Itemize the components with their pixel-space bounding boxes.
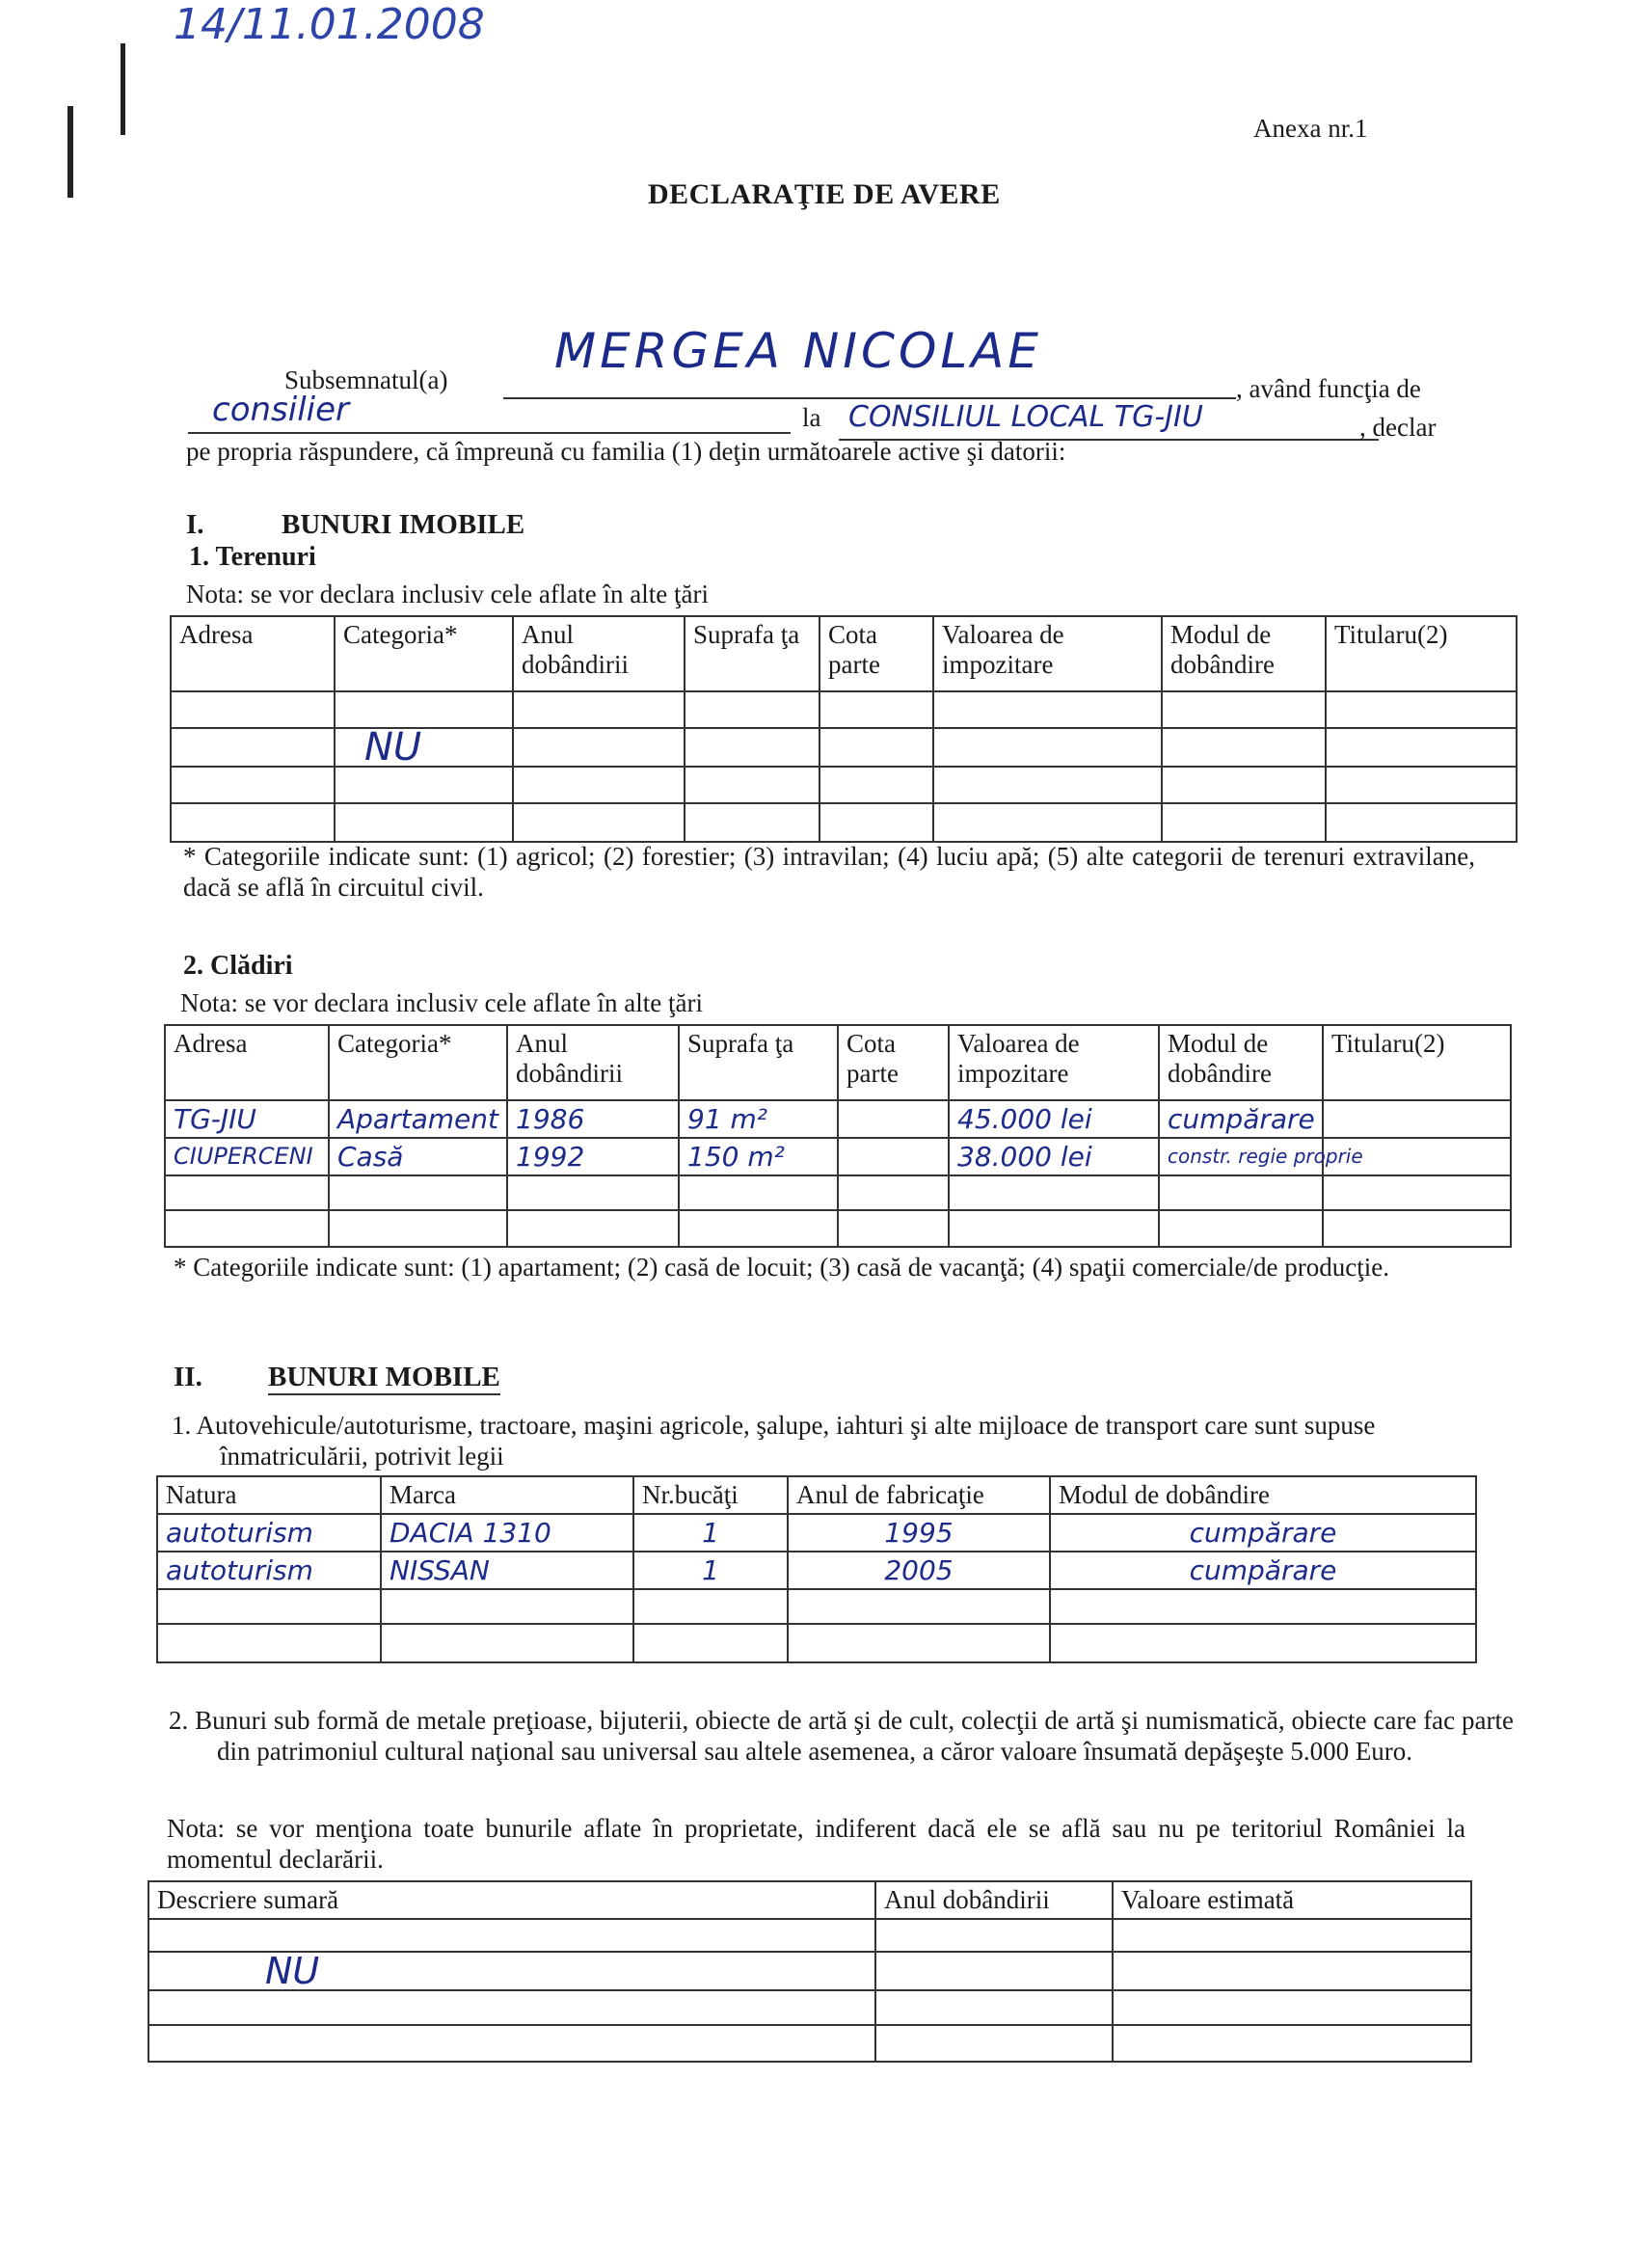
bunuri-table [148, 1880, 1472, 2063]
table-row [148, 2025, 1471, 2062]
bunuri-header-descriere: Descriere sumară [148, 1881, 875, 1919]
table-row [171, 728, 1517, 767]
table-row [148, 1952, 1471, 1990]
table-row [165, 1175, 1511, 1210]
cladiri-r2-valoarea: 38.000 lei [949, 1138, 1159, 1175]
cladiri-header-anul: Anul dobândirii [507, 1025, 679, 1100]
cladiri-r2-suprafata: 150 m² [679, 1138, 838, 1175]
annex-label: Anexa nr.1 [1253, 114, 1368, 143]
terenuri-header-suprafata: Suprafa ţa [685, 616, 820, 691]
cladiri-header-titular: Titularu(2) [1323, 1025, 1511, 1100]
section-1-title: BUNURI IMOBILE [282, 509, 525, 540]
cladiri-r2-modul: constr. regie proprie [1159, 1138, 1323, 1175]
cladiri-r1-adresa: TG-JIU [165, 1100, 329, 1138]
table-row [148, 1990, 1471, 2025]
cladiri-header-adresa: Adresa [165, 1025, 329, 1100]
vehicule-r1-nr: 1 [633, 1514, 788, 1552]
cladiri-r2-categoria: Casă [329, 1138, 507, 1175]
section-2-title: BUNURI MOBILE [268, 1362, 500, 1395]
cladiri-r1-suprafata: 91 m² [679, 1100, 838, 1138]
cladiri-r2-anul: 1992 [507, 1138, 679, 1175]
terenuri-header-valoarea: Valoarea de impozitare [933, 616, 1162, 691]
table-row [165, 1138, 1511, 1175]
cladiri-header-cota: Cota parte [838, 1025, 949, 1100]
cladiri-r1-titular [1323, 1100, 1511, 1138]
vehicule-r1-anul: 1995 [788, 1514, 1050, 1552]
cladiri-r2-adresa: CIUPERCENI [165, 1138, 329, 1175]
cladiri-header-modul: Modul de dobândire [1159, 1025, 1323, 1100]
bunuri-note: Nota: se vor menţiona toate bunurile aflate în proprietate, indiferent dacă ele se află sau nu pe teritoriul României la momentul declarării. [167, 1814, 1465, 1874]
cladiri-r1-anul: 1986 [507, 1100, 679, 1138]
cladiri-footnote: * Categoriile indicate sunt: (1) apartament; (2) casă de locuit; (3) casă de vacanţă; (4) spaţii comerciale/de producţie. [174, 1253, 1389, 1282]
bunuri-header-anul: Anul dobândirii [875, 1881, 1113, 1919]
cladiri-heading: 2. Clădiri [183, 951, 293, 981]
subsemnatul-label: Subsemnatul(a) [284, 365, 448, 394]
vehicule-r2-anul: 2005 [788, 1552, 1050, 1589]
cladiri-table [164, 1024, 1512, 1248]
scan-mark [121, 43, 125, 135]
vehicule-r1-natura: autoturism [157, 1514, 381, 1552]
cladiri-r1-cota [838, 1100, 949, 1138]
table-row [148, 1919, 1471, 1952]
vehicule-r2-modul: cumpărare [1050, 1552, 1476, 1589]
function-line [188, 432, 791, 434]
declarant-institution: CONSILIUL LOCAL TG-JIU [848, 400, 1203, 434]
declarant-name: MERGEA NICOLAE [554, 323, 1042, 379]
cladiri-header-categoria: Categoria* [329, 1025, 507, 1100]
section-1-number: I. [186, 509, 204, 540]
declarant-function: consilier [212, 391, 349, 429]
bunuri-header-valoare: Valoare estimată [1113, 1881, 1471, 1919]
terenuri-note: Nota: se vor declara inclusiv cele aflate în alte ţări [186, 580, 709, 608]
table-row [171, 691, 1517, 728]
table-row [157, 1552, 1476, 1589]
cladiri-header-valoarea: Valoarea de impozitare [949, 1025, 1159, 1100]
cladiri-note: Nota: se vor declara inclusiv cele aflate în alte ţări [180, 988, 703, 1017]
cladiri-r1-categoria: Apartament [329, 1100, 507, 1138]
terenuri-header-anul: Anul dobândirii [513, 616, 685, 691]
table-row [157, 1624, 1476, 1662]
vehicule-header-marca: Marca [381, 1476, 633, 1514]
declar-label: , declar [1359, 413, 1437, 442]
terenuri-header-categoria: Categoria* [335, 616, 513, 691]
vehicule-header-natura: Natura [157, 1476, 381, 1514]
vehicule-header-anul: Anul de fabricaţie [788, 1476, 1050, 1514]
handwritten-date: 14/11.01.2008 [174, 0, 485, 49]
vehicule-r1-marca: DACIA 1310 [381, 1514, 633, 1552]
cladiri-r1-valoarea: 45.000 lei [949, 1100, 1159, 1138]
table-row [157, 1589, 1476, 1624]
terenuri-header-adresa: Adresa [171, 616, 335, 691]
table-row [171, 767, 1517, 803]
terenuri-nu: NU [335, 728, 513, 767]
la-label: la [802, 403, 821, 432]
terenuri-header-cota: Cota parte [820, 616, 933, 691]
vehicule-table [156, 1475, 1477, 1663]
cladiri-r1-modul: cumpărare [1159, 1100, 1323, 1138]
table-row [157, 1514, 1476, 1552]
avand-label: , având funcţia de [1236, 374, 1421, 403]
cladiri-r2-cota [838, 1138, 949, 1175]
vehicule-r2-marca: NISSAN [381, 1552, 633, 1589]
vehicule-r1-modul: cumpărare [1050, 1514, 1476, 1552]
scan-mark [67, 106, 73, 198]
terenuri-header-modul: Modul de dobândire [1162, 616, 1326, 691]
bunuri-nu: NU [148, 1952, 875, 1990]
intro-statement: pe propria răspundere, că împreună cu familia (1) deţin următoarele active şi datorii: [186, 437, 1066, 466]
terenuri-footnote: * Categoriile indicate sunt: (1) agricol; (2) forestier; (3) intravilan; (4) luciu apă; (5) alte categorii de terenuri extravilane, dacă se află în circuitul civil. [183, 842, 1475, 902]
vehicule-r2-nr: 1 [633, 1552, 788, 1589]
name-line [503, 397, 1236, 399]
cladiri-header-suprafata: Suprafa ţa [679, 1025, 838, 1100]
vehicule-header-modul: Modul de dobândire [1050, 1476, 1476, 1514]
section-2-number: II. [174, 1362, 202, 1392]
terenuri-header-titular: Titularu(2) [1326, 616, 1517, 691]
table-row [171, 803, 1517, 842]
vehicule-text: 1. Autovehicule/autoturisme, tractoare, maşini agricole, şalupe, iahturi şi alte mijloace de transport care sunt supuse înmatriculării, potrivit legii [172, 1411, 1376, 1471]
vehicule-r2-natura: autoturism [157, 1552, 381, 1589]
table-row [165, 1100, 1511, 1138]
bunuri-text: 2. Bunuri sub formă de metale preţioase, bijuterii, obiecte de artă şi de cult, colecţii de artă şi numismatică, obiecte care fac parte din patrimoniul cultural naţional sau universal sau altele asemenea, a căror valoare însumată depăşeşte 5.000 Euro. [169, 1706, 1514, 1766]
page-title: DECLARAŢIE DE AVERE [648, 178, 1001, 210]
vehicule-header-nr: Nr.bucăţi [633, 1476, 788, 1514]
terenuri-table [170, 615, 1518, 843]
terenuri-heading: 1. Terenuri [189, 542, 316, 572]
table-row [165, 1210, 1511, 1247]
